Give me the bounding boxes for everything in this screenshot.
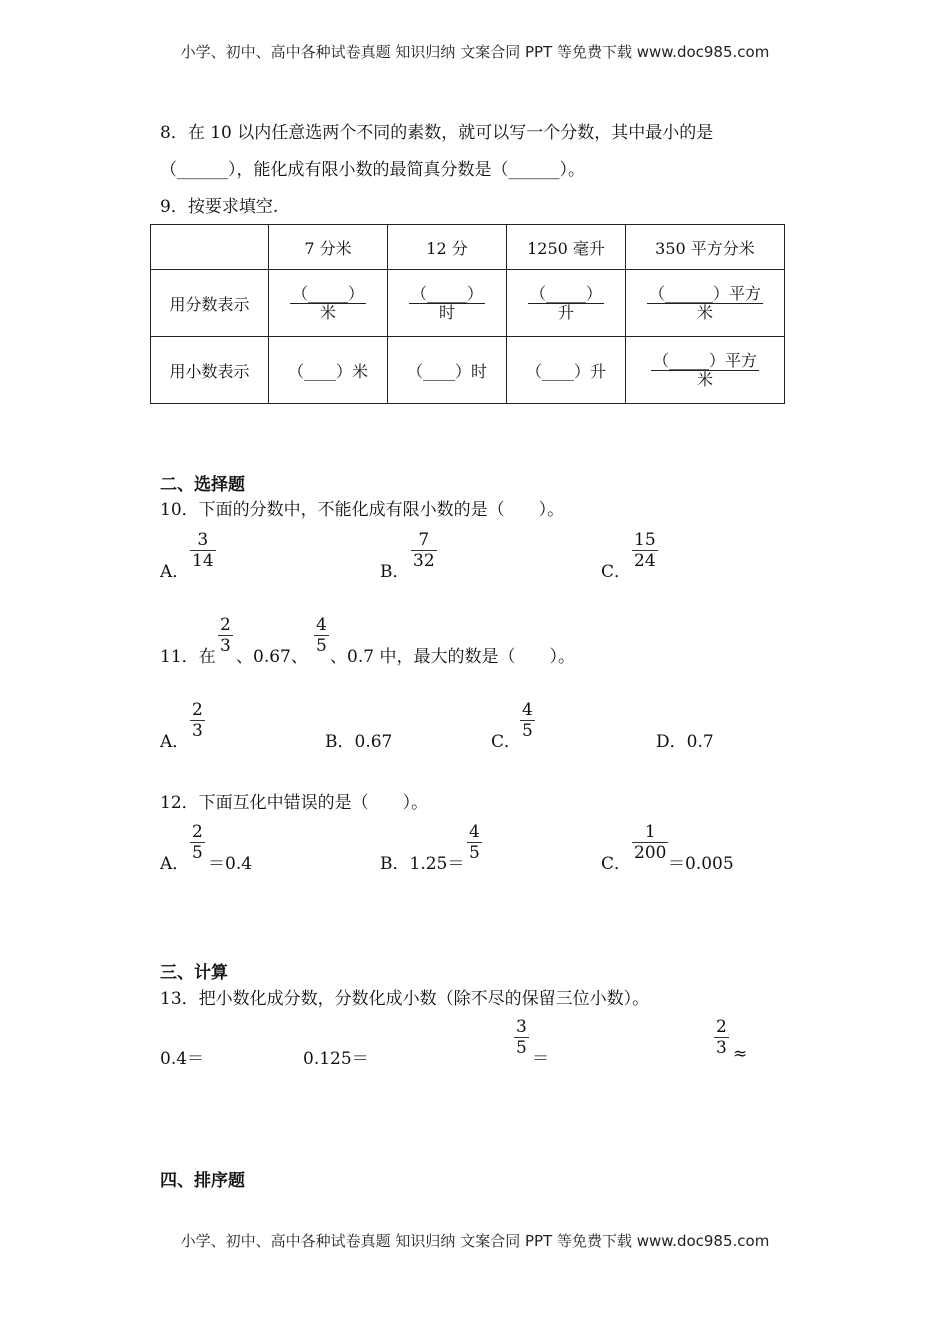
q11-suffix: 、0.7 中，最大的数是（ ）。 [330,647,575,667]
section-title-sort: 四、排序题 [160,1171,245,1191]
q11-option-a-fraction: 2 3 [192,700,203,742]
q11-option-b[interactable]: B．0.67 [325,732,393,752]
q9-title: 9．按要求填空. [160,197,279,217]
q12-stem: 12．下面互化中错误的是（ ）。 [160,793,429,813]
table-cell[interactable]: $\frac{\text{（\_\_\_\_\_\_）平方}}{\text{米}}$ [626,270,785,337]
q12-option-b-fraction: 4 5 [469,822,480,864]
q13-item-4-fraction: 2 3 [716,1017,727,1059]
q11-fraction-1: 2 3 [220,615,231,657]
q10-option-b-label[interactable]: B． [380,562,410,582]
q12-option-c-label[interactable]: C． [601,854,632,874]
row-label: 用小数表示 [151,337,269,404]
q13-item-1[interactable]: 0.4＝ [160,1049,205,1069]
q12-option-a-fraction: 2 5 [192,822,203,864]
q8-line2: （______），能化成有限小数的最简真分数是（______）。 [160,160,585,180]
q13-item-2[interactable]: 0.125＝ [303,1049,369,1069]
section-title-choice: 二、选择题 [160,475,245,495]
table-cell[interactable]: $\frac{(\_\_\_\_\_)}{\text{升}}$ [507,270,626,337]
table-header-cell: 1250 毫升 [507,225,626,270]
row-label: 用分数表示 [151,270,269,337]
page-header: 小学、初中、高中各种试卷真题 知识归纳 文案合同 PPT 等免费下载 www.doc985.com [180,43,770,61]
q11-option-c-fraction: 4 5 [522,700,533,742]
q11-option-c-label[interactable]: C． [491,732,522,752]
q12-option-a-rest: ＝0.4 [208,854,253,874]
table-header-cell: 350 平方分米 [626,225,785,270]
q10-stem: 10．下面的分数中，不能化成有限小数的是（ ）。 [160,500,565,520]
table-header-cell: 12 分 [388,225,507,270]
q12-option-c-rest: ＝0.005 [668,854,734,874]
q11-option-a-label[interactable]: A． [160,732,190,752]
q10-option-b-fraction: 7 32 [413,530,435,572]
table-cell[interactable]: （____）米 [269,337,388,404]
q10-option-c-label[interactable]: C． [601,562,632,582]
q11-fraction-2: 4 5 [316,615,327,657]
table-cell[interactable]: $\frac{(\_\_\_\_\_)}{\text{米}}$ [269,270,388,337]
q13-stem: 13．把小数化成分数，分数化成小数（除不尽的保留三位小数）。 [160,989,650,1009]
q10-option-a-fraction: 3 14 [192,530,214,572]
table-cell[interactable]: （____）时 [388,337,507,404]
q12-option-b[interactable]: B．1.25＝ [380,854,465,874]
page-footer: 小学、初中、高中各种试卷真题 知识归纳 文案合同 PPT 等免费下载 www.doc985.com [180,1232,770,1250]
q11-option-d[interactable]: D．0.7 [656,732,714,752]
q10-option-a-label[interactable]: A． [160,562,190,582]
q13-item-3-rest[interactable]: ＝ [532,1049,549,1069]
table-cell[interactable]: $\frac{\text{（\_\_\_\_\_）平方}}{\text{米}}$ [626,337,785,404]
q11-mid: 、0.67、 [236,647,308,667]
q12-option-c-fraction: 1 200 [634,822,667,864]
q12-option-a-label[interactable]: A． [160,854,190,874]
table-cell[interactable]: $\frac{(\_\_\_\_\_)}{\text{时}}$ [388,270,507,337]
q8-line1: 8．在 10 以内任意选两个不同的素数，就可以写一个分数，其中最小的是 [160,123,714,143]
q10-option-c-fraction: 15 24 [634,530,656,572]
q13-item-4-rest[interactable]: ≈ [733,1044,748,1064]
q9-table [150,224,785,404]
q11-prefix: 11．在 [160,647,216,667]
table-header-cell [151,225,269,270]
table-header-cell: 7 分米 [269,225,388,270]
section-title-calc: 三、计算 [160,963,228,983]
q13-item-3-fraction: 3 5 [516,1017,527,1059]
table-cell[interactable]: （____）升 [507,337,626,404]
